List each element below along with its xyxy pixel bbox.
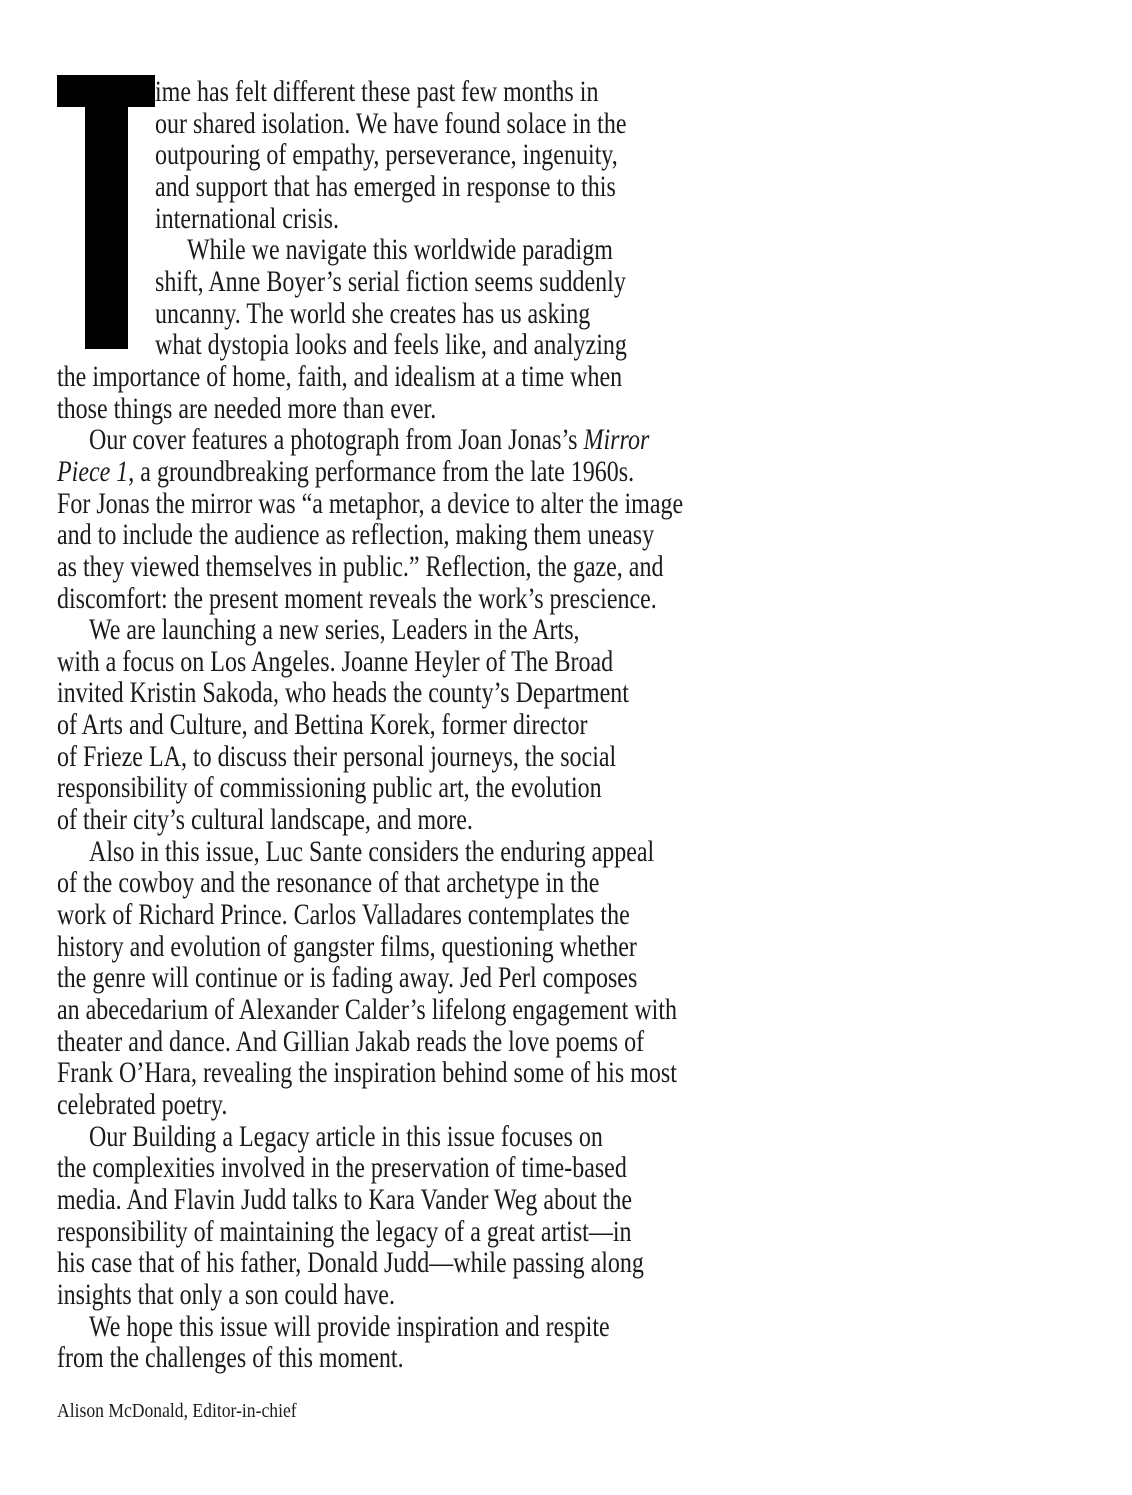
text-line: Piece 1, a groundbreaking performance from the late 1960s. [57, 454, 635, 488]
text-line: responsibility of commissioning public art, the evolution [57, 771, 602, 805]
text-line: our shared isolation. We have found solace in the [155, 106, 627, 140]
text-line: For Jonas the mirror was “a metaphor, a device to alter the image [57, 486, 684, 520]
byline: Alison McDonald, Editor-in-chief [57, 1400, 297, 1422]
text-line: While we navigate this worldwide paradigm [187, 233, 613, 267]
text-line: of the cowboy and the resonance of that archetype in the [57, 866, 600, 900]
text-line: the genre will continue or is fading away. Jed Perl composes [57, 961, 638, 995]
text-line: of Arts and Culture, and Bettina Korek, former director [57, 708, 588, 742]
text-line: uncanny. The world she creates has us asking [155, 296, 591, 330]
text-line: his case that of his father, Donald Judd—while passing along [57, 1246, 644, 1280]
italic-artwork-title: Piece 1 [57, 454, 129, 488]
text-line: shift, Anne Boyer’s serial fiction seems suddenly [155, 264, 626, 298]
text-line: history and evolution of gangster films, questioning whether [57, 929, 637, 963]
text-line: those things are needed more than ever. [57, 391, 437, 425]
text-line: Our cover features a photograph from Joan Jonas’s Mirror [89, 423, 650, 457]
text-line: work of Richard Prince. Carlos Valladares contemplates the [57, 898, 630, 932]
text-line: responsibility of maintaining the legacy of a great artist—in [57, 1214, 632, 1248]
drop-cap-text [0, 0, 1, 1]
text-line: an abecedarium of Alexander Calder’s lifelong engagement with [57, 993, 677, 1027]
text-line: and support that has emerged in response to this [155, 169, 616, 203]
text-line: Also in this issue, Luc Sante considers the enduring appeal [89, 834, 655, 868]
article-body [57, 76, 1057, 1374]
text-line: discomfort: the present moment reveals the work’s prescience. [57, 581, 657, 615]
text-line: outpouring of empathy, perseverance, ingenuity, [155, 138, 618, 172]
text-line: media. And Flavin Judd talks to Kara Vander Weg about the [57, 1182, 633, 1216]
text-line: insights that only a son could have. [57, 1277, 395, 1311]
text-line: ime has felt different these past few months in [155, 75, 599, 108]
text-line: international crisis. [155, 201, 339, 235]
text-line: of Frieze LA, to discuss their personal journeys, the social [57, 739, 617, 773]
text-line: Our Building a Legacy article in this issue focuses on [89, 1119, 603, 1153]
text-line: theater and dance. And Gillian Jakab reads the love poems of [57, 1024, 645, 1058]
text-line: the complexities involved in the preservation of time-based [57, 1151, 627, 1185]
text-line: Frank O’Hara, revealing the inspiration behind some of his most [57, 1056, 677, 1090]
text-line: from the challenges of this moment. [57, 1341, 404, 1375]
text-line: celebrated poetry. [57, 1088, 228, 1121]
text-line: what dystopia looks and feels like, and analyzing [155, 328, 627, 362]
text-line: invited Kristin Sakoda, who heads the county’s Department [57, 676, 629, 710]
text-line: as they viewed themselves in public.” Reflection, the gaze, and [57, 549, 664, 583]
text-line: of their city’s cultural landscape, and more. [57, 803, 473, 837]
text-line: and to include the audience as reflection, making them uneasy [57, 518, 655, 552]
text-line: the importance of home, faith, and idealism at a time when [57, 359, 623, 393]
italic-artwork-title: Mirror [583, 423, 650, 457]
text-line: We are launching a new series, Leaders in the Arts, [89, 613, 580, 647]
text-line: with a focus on Los Angeles. Joanne Heyler of The Broad [57, 644, 614, 678]
text-line: We hope this issue will provide inspiration and respite [89, 1309, 610, 1343]
